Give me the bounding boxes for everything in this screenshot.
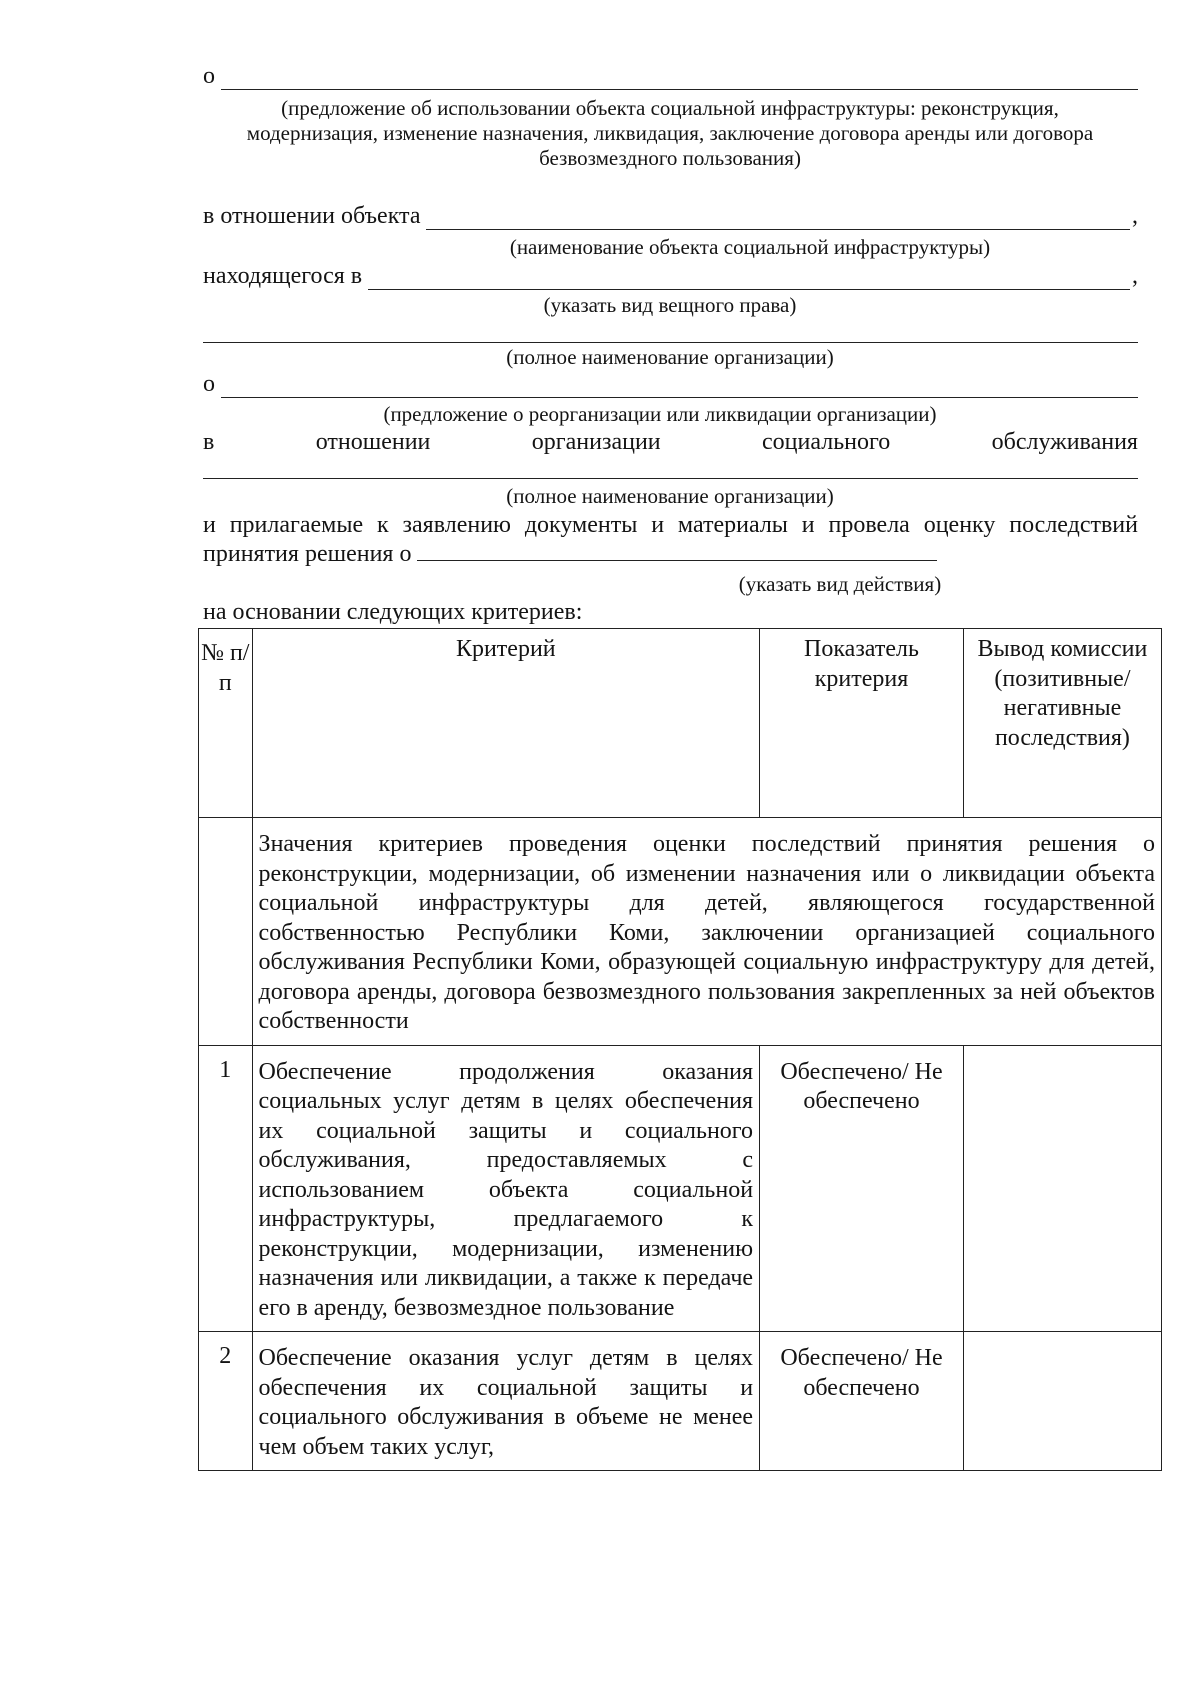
section-row [199,818,1162,1046]
social-service-word-1: в [203,429,215,455]
organization-blank-2 [203,458,1138,479]
assessment-text: и прилагаемые к заявлению документы и материалы и провела оценку последствий принятия решения о [203,512,1138,567]
action-caption: (указать вид действия) [738,572,942,596]
social-service-word-4: социального [762,429,891,455]
organization-blank-1 [203,322,1138,343]
header-num: № п/п [199,629,253,818]
row-1-num: 1 [199,1045,253,1332]
object-line [203,202,1138,230]
proposal-caption-1: (предложение об использовании объекта социальной инфраструктуры: реконструкция, модернизация, изменение назначения, ликвидация, заключение договора аренды или договора безвозмездного пользования) [246,96,1094,170]
right-lead: находящегося в [203,263,363,289]
right-line [203,262,1138,290]
row-2-indicator: Обеспечено/ Не обеспечено [760,1332,964,1471]
table-row [199,1045,1162,1332]
proposal-prefix-1: о [203,63,215,89]
header-conclusion: Вывод комиссии (позитивные/ негативные последствия) [963,629,1161,818]
row-1-criterion: Обеспечение продолжения оказания социальных услуг детям в целях обеспечения их социальной защиты и социального обслуживания, предоставляемых с использованием объекта социальной инфраструктуры, предлагаемого к реконструкции, модернизации, изменению назначения или ликвидации, а также к передаче его в аренду, безвозмездное пользование [252,1045,760,1332]
assessment-paragraph [203,511,1138,569]
right-trail: , [1132,263,1138,289]
social-service-line [203,428,1138,456]
action-blank [417,542,937,561]
section-text: Значения критериев проведения оценки последствий принятия решения о реконструкции, модернизации, об изменении назначения или о ликвидации объекта социальной инфраструктуры для детей, являющегося государственной собственностью Республики Коми, заключении организацией социального обслуживания Республики Коми, образующей социальную инфраструктуру для детей, договора аренды, договора безвозмездного пользования закрепленных за ней объектов собственности [252,818,1161,1046]
right-blank [368,269,1130,290]
row-2-criterion: Обеспечение оказания услуг детям в целях обеспечения их социальной защиты и социального обслуживания в объеме не менее чем объем таких услуг, [252,1332,760,1471]
row-2-conclusion [963,1332,1161,1471]
criteria-intro: на основании следующих критериев: [203,599,583,625]
proposal-blank-2 [221,377,1138,398]
header-indicator: Показатель критерия [760,629,964,818]
social-service-word-3: организации [531,429,661,455]
proposal-line-1 [203,62,1138,90]
header-criterion: Критерий [252,629,760,818]
row-1-conclusion [963,1045,1161,1332]
proposal-caption-2: (предложение о реорганизации или ликвидации организации) [383,402,937,426]
organization-line-1 [203,322,1138,343]
organization-caption-1: (полное наименование организации) [506,345,834,369]
criteria-table [198,628,1162,1471]
organization-line-2 [203,458,1138,479]
right-caption: (указать вид вещного права) [543,293,797,317]
social-service-word-2: отношении [315,429,431,455]
row-2-num: 2 [199,1332,253,1471]
table-header-row [199,629,1162,818]
social-service-word-5: обслуживания [991,429,1138,455]
table-row [199,1332,1162,1471]
object-caption: (наименование объекта социальной инфраструктуры) [509,235,991,259]
proposal-blank-1 [221,69,1138,90]
row-1-indicator: Обеспечено/ Не обеспечено [760,1045,964,1332]
object-blank [426,209,1130,230]
object-trail: , [1132,203,1138,229]
object-lead: в отношении объекта [203,203,421,229]
organization-caption-2: (полное наименование организации) [506,484,834,508]
proposal-line-2 [203,370,1138,398]
proposal-prefix-2: о [203,371,215,397]
section-num-cell [199,818,253,1046]
